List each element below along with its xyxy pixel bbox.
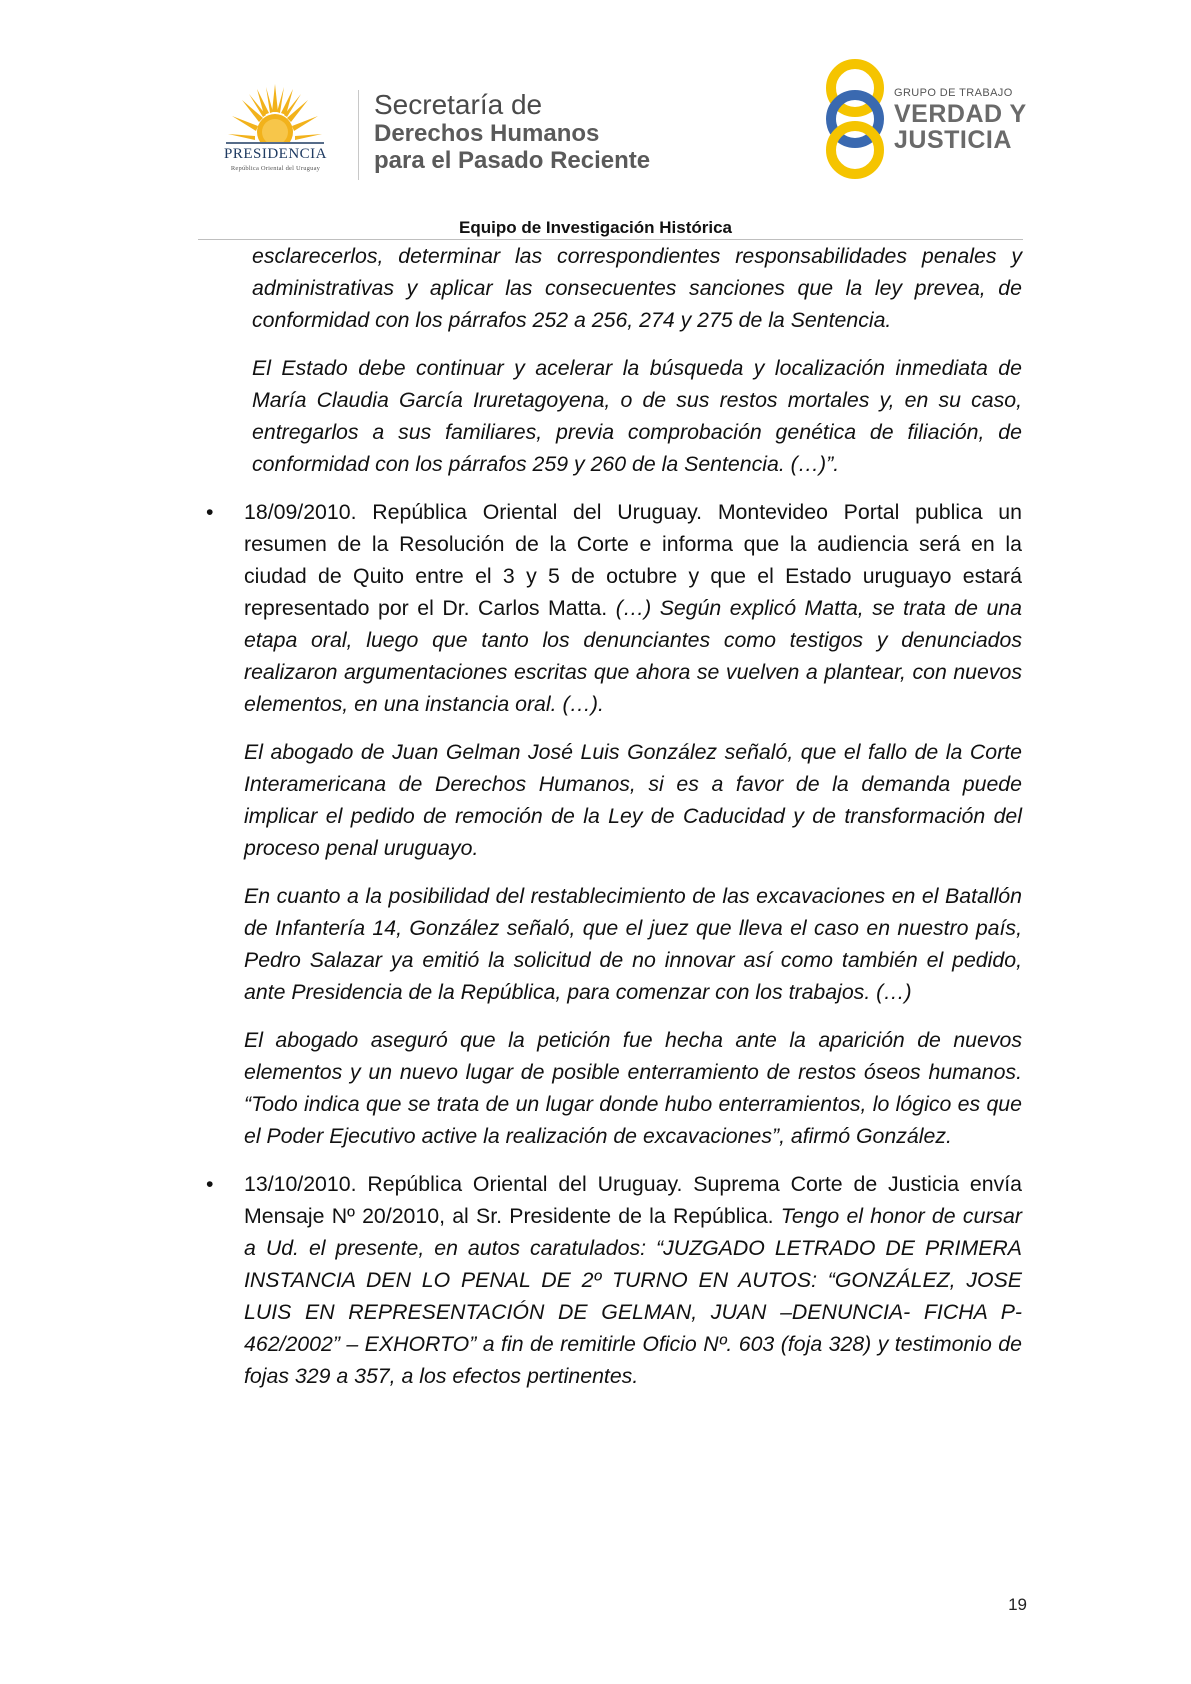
bullet-2-quote: Tengo el honor de cursar a Ud. el presente, en autos caratulados: “JUZGADO LETRADO DE PRIMERA INSTANCIA DEN LO PENAL DE 2º TURNO EN AUTOS: “GONZÁLEZ, JOSE LUIS EN REPRESENTACIÓN DE GELMAN, JUAN –DENUNCIA- FICHA P- 462/2002” – EXHORTO” a fin de remitirle Oficio Nº. 603 (foja 328) y testimonio de fojas 329 a 357, a los efectos pertinentes. — [244, 1204, 1022, 1388]
quote-paragraph-5: El abogado aseguró que la petición fue hecha ante la aparición de nuevos elementos y un nuevo lugar de posible enterramiento de restos óseos humanos. “Todo indica que se trata de un lugar donde hubo enterramientos, lo lógico es que el Poder Ejecutivo active la realización de excavaciones”, afirmó González. — [244, 1028, 1022, 1148]
page-number: 19 — [1008, 1595, 1027, 1614]
presidencia-logo — [198, 82, 353, 174]
quote-paragraph-1: esclarecerlos, determinar las correspondientes responsabilidades penales y administrativas y aplicar las consecuentes sanciones que la ley prevea, de conformidad con los párrafos 252 a 256, 274 y 275 de la Sentencia. — [252, 244, 1022, 332]
gtvj-title-line-1: VERDAD Y — [894, 100, 1027, 128]
sun-emblem-icon — [220, 82, 330, 148]
gtvj-subtitle: GRUPO DE TRABAJO — [894, 87, 1013, 99]
bullet-item-1 — [206, 496, 1022, 720]
team-title: Equipo de Investigación Histórica — [459, 218, 732, 237]
bullet-marker: • — [206, 1172, 214, 1196]
linked-rings-icon — [820, 56, 890, 182]
verdad-justicia-logo — [820, 56, 1040, 186]
secretaria-line-1: Secretaría de — [374, 89, 543, 120]
bullet-marker: • — [206, 500, 214, 524]
presidencia-wordmark: PRESIDENCIA — [223, 146, 327, 162]
secretaria-logo-text — [374, 90, 650, 174]
presidencia-subtitle: República Oriental del Uruguay — [230, 165, 321, 172]
quote-paragraph-3: El abogado de Juan Gelman José Luis González señaló, que el fallo de la Corte Interamericana de Derechos Humanos, si es a favor de la demanda puede implicar el pedido de remoción de la Ley de Caducidad y de transformación del proceso penal uruguayo. — [244, 740, 1022, 860]
header-divider — [358, 90, 359, 180]
bullet-1-quote: (…) Según explicó Matta, se trata de una etapa oral, luego que tanto los denunciantes como testigos y denunciados realizaron argumentaciones escritas que ahora se vuelven a plantear, con nuevos elementos, en una instancia oral. (…). — [244, 596, 1022, 716]
secretaria-line-3: para el Pasado Reciente — [374, 147, 651, 174]
bullet-1-text: 18/09/2010. República Oriental del Uruguay. Montevideo Portal publica un resumen de la Resolución de la Corte e informa que la audiencia será en la ciudad de Quito entre el 3 y 5 de octubre y que el Estado uruguayo estará representado por el Dr. Carlos Matta. — [244, 500, 1022, 620]
quote-paragraph-2: El Estado debe continuar y acelerar la búsqueda y localización inmediata de María Claudia García Iruretagoyena, o de sus restos mortales y, en su caso, entregarlos a sus familiares, previa comprobación genética de filiación, de conformidad con los párrafos 259 y 260 de la Sentencia. (…)”. — [252, 356, 1022, 476]
secretaria-line-2: Derechos Humanos — [374, 120, 600, 147]
gtvj-title-line-2: JUSTICIA — [894, 126, 1012, 154]
bullet-2-text: 13/10/2010. República Oriental del Uruguay. Suprema Corte de Justicia envía Mensaje Nº 20/2010, al Sr. Presidente de la República. — [244, 1172, 1022, 1228]
bullet-item-2 — [206, 1168, 1022, 1392]
document-body — [0, 240, 1191, 1408]
page-header — [0, 0, 1191, 240]
quote-paragraph-4: En cuanto a la posibilidad del restablecimiento de las excavaciones en el Batallón de Infantería 14, González señaló, que el juez que lleva el caso en nuestro país, Pedro Salazar ya emitió la solicitud de no innovar así como también el pedido, ante Presidencia de la República, para comenzar con los trabajos. (…) — [244, 884, 1022, 1004]
